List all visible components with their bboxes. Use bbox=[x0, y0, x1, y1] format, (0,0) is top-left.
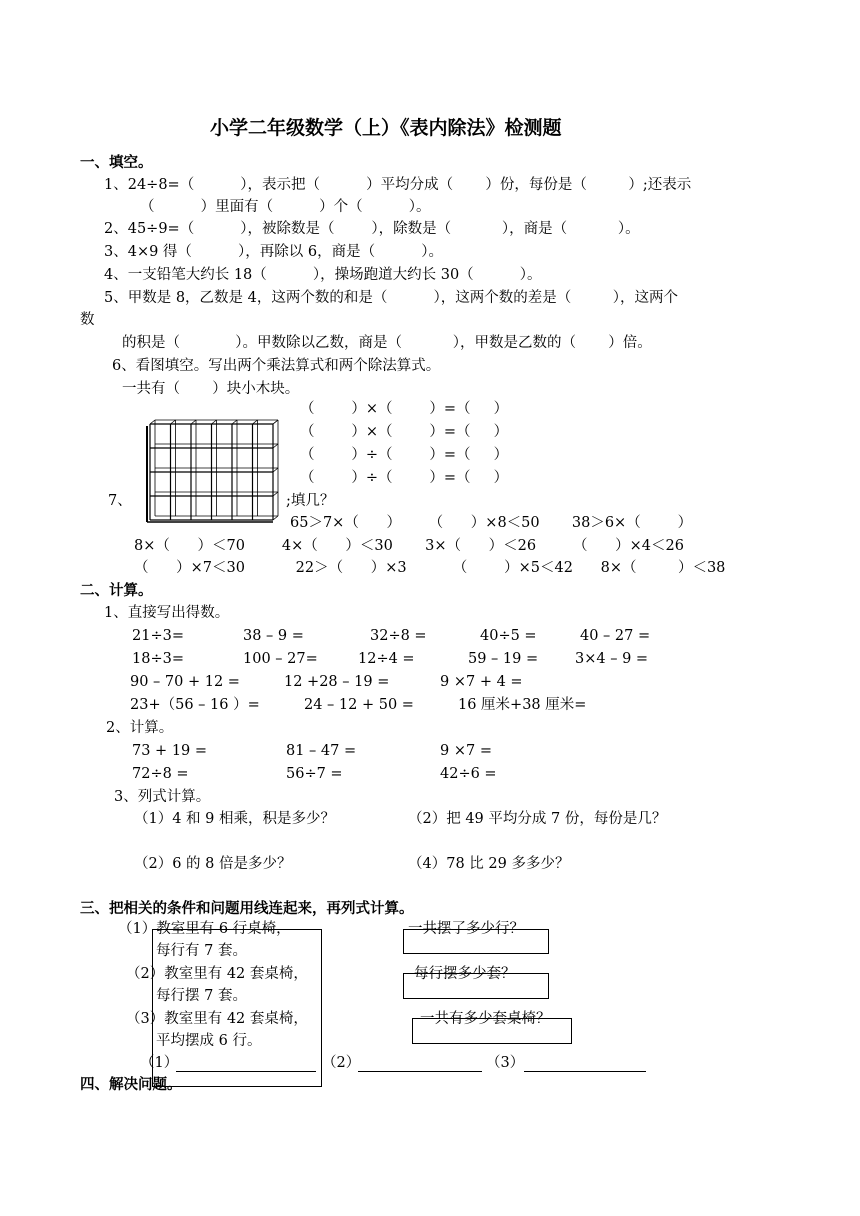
q5-continuation: 数 bbox=[80, 312, 95, 328]
q3: 3、4×9 得（ ），再除以 6，商是（ ）。 bbox=[104, 244, 443, 260]
word-problem: （4）78 比 29 多多少？ bbox=[408, 856, 570, 872]
calc-item: 100 – 27= bbox=[243, 651, 318, 667]
question-3: 一共有多少套桌椅？ bbox=[420, 1011, 551, 1027]
calc-item: 16 厘米+38 厘米= bbox=[458, 697, 587, 713]
calc-item: 72÷8 = bbox=[132, 766, 189, 782]
part-1-label: 1、直接写出得数。 bbox=[104, 605, 230, 621]
q6-equation-4: （ ）÷（ ）=（ ） bbox=[300, 470, 509, 486]
answer-line-2[interactable] bbox=[358, 1071, 482, 1072]
q6-equation-3: （ ）÷（ ）=（ ） bbox=[300, 447, 509, 463]
q5-line-b: 的积是（ ）。甲数除以乙数，商是（ ），甲数是乙数的（ ）倍。 bbox=[122, 335, 652, 351]
page-title: 小学二年级数学（上）《表内除法》检测题 bbox=[210, 117, 562, 139]
q4: 4、一支铅笔大约长 18（ ），操场跑道大约长 30（ ）。 bbox=[104, 267, 542, 283]
calc-item: 21÷3= bbox=[132, 628, 184, 644]
q6-equation-2: （ ）×（ ）=（ ） bbox=[300, 424, 509, 440]
word-problem: （2）6 的 8 倍是多少？ bbox=[134, 856, 292, 872]
section-4-heading: 四、解决问题。 bbox=[80, 1076, 182, 1093]
word-problem: （2）把 49 平均分成 7 份，每份是几？ bbox=[408, 811, 667, 827]
section-2-heading: 二、计算。 bbox=[80, 582, 153, 599]
condition-2-a: （2）教室里有 42 套桌椅， bbox=[126, 966, 308, 982]
answer-label-3: （3） bbox=[486, 1055, 525, 1071]
calc-item: 40 – 27 = bbox=[580, 628, 651, 644]
part-2-label: 2、计算。 bbox=[106, 720, 174, 736]
calc-item: 32÷8 = bbox=[370, 628, 427, 644]
calc-item: 38 – 9 = bbox=[243, 628, 304, 644]
condition-3-b: 平均摆成 6 行。 bbox=[156, 1033, 262, 1049]
calc-item: 9 ×7 + 4 = bbox=[440, 674, 523, 690]
part-3-label: 3、列式计算。 bbox=[114, 789, 211, 805]
calc-item: 81 – 47 = bbox=[286, 743, 357, 759]
section-3-heading: 三、把相关的条件和问题用线连起来，再列式计算。 bbox=[80, 900, 414, 917]
calc-item: 9 ×7 = bbox=[440, 743, 492, 759]
answer-line-3[interactable] bbox=[524, 1071, 646, 1072]
calc-item: 42÷6 = bbox=[440, 766, 497, 782]
q5-line-a: 5、甲数是 8，乙数是 4，这两个数的和是（ ），这两个数的差是（ ），这两个 bbox=[104, 290, 678, 306]
q7-row-1: 65＞7×（ ） （ ）×8＜50 38＞6×（ ） bbox=[290, 515, 693, 531]
condition-1-b: 每行有 7 套。 bbox=[156, 943, 247, 959]
q7-number: 7、 bbox=[108, 493, 132, 509]
q2: 2、45÷9=（ ），被除数是（ ），除数是（ ），商是（ ）。 bbox=[104, 221, 640, 237]
calc-item: 3×4 – 9 = bbox=[575, 651, 649, 667]
question-2: 每行摆多少套？ bbox=[414, 966, 516, 982]
answer-line-1[interactable] bbox=[176, 1071, 316, 1072]
calc-item: 59 – 19 = bbox=[468, 651, 539, 667]
q6: 6、看图填空。写出两个乘法算式和两个除法算式。 bbox=[112, 358, 441, 374]
calc-item: 12÷4 = bbox=[358, 651, 415, 667]
calc-item: 40÷5 = bbox=[480, 628, 537, 644]
q6-equation-1: （ ）×（ ）=（ ） bbox=[300, 401, 509, 417]
question-1: 一共摆了多少行？ bbox=[408, 921, 524, 937]
condition-1-a: （1）教室里有 6 行桌椅， bbox=[118, 921, 291, 937]
q7-text: ;填几？ bbox=[286, 493, 335, 509]
q1-line-a: 1、24÷8=（ ），表示把（ ）平均分成（ ）份，每份是（ ）;还表示 bbox=[104, 177, 692, 193]
wooden-blocks-figure bbox=[140, 416, 290, 526]
calc-item: 90 – 70 + 12 = bbox=[130, 674, 240, 690]
q1-line-b: （ ）里面有（ ）个（ ）。 bbox=[140, 199, 431, 215]
calc-item: 24 – 12 + 50 = bbox=[304, 697, 414, 713]
q7-row-3: （ ）×7＜30 22＞（ ）×3 （ ）×5＜42 8×（ ）＜38 bbox=[134, 560, 726, 576]
calc-item: 23+（56 – 16 ）= bbox=[130, 697, 260, 713]
section-1-heading: 一、填空。 bbox=[80, 154, 153, 171]
word-problem: （1）4 和 9 相乘，积是多少？ bbox=[134, 811, 336, 827]
condition-3-a: （3）教室里有 42 套桌椅， bbox=[126, 1011, 308, 1027]
calc-item: 56÷7 = bbox=[286, 766, 343, 782]
answer-label-1: （1） bbox=[140, 1055, 179, 1071]
answer-label-2: （2） bbox=[322, 1055, 361, 1071]
calc-item: 73 + 19 = bbox=[132, 743, 208, 759]
condition-2-b: 每行摆 7 套。 bbox=[156, 988, 247, 1004]
q6-total: 一共有（ ）块小木块。 bbox=[122, 381, 300, 397]
calc-item: 18÷3= bbox=[132, 651, 184, 667]
q7-row-2: 8×（ ）＜70 4×（ ）＜30 3×（ ）＜26 （ ）×4＜26 bbox=[134, 538, 684, 554]
calc-item: 12 +28 – 19 = bbox=[284, 674, 390, 690]
